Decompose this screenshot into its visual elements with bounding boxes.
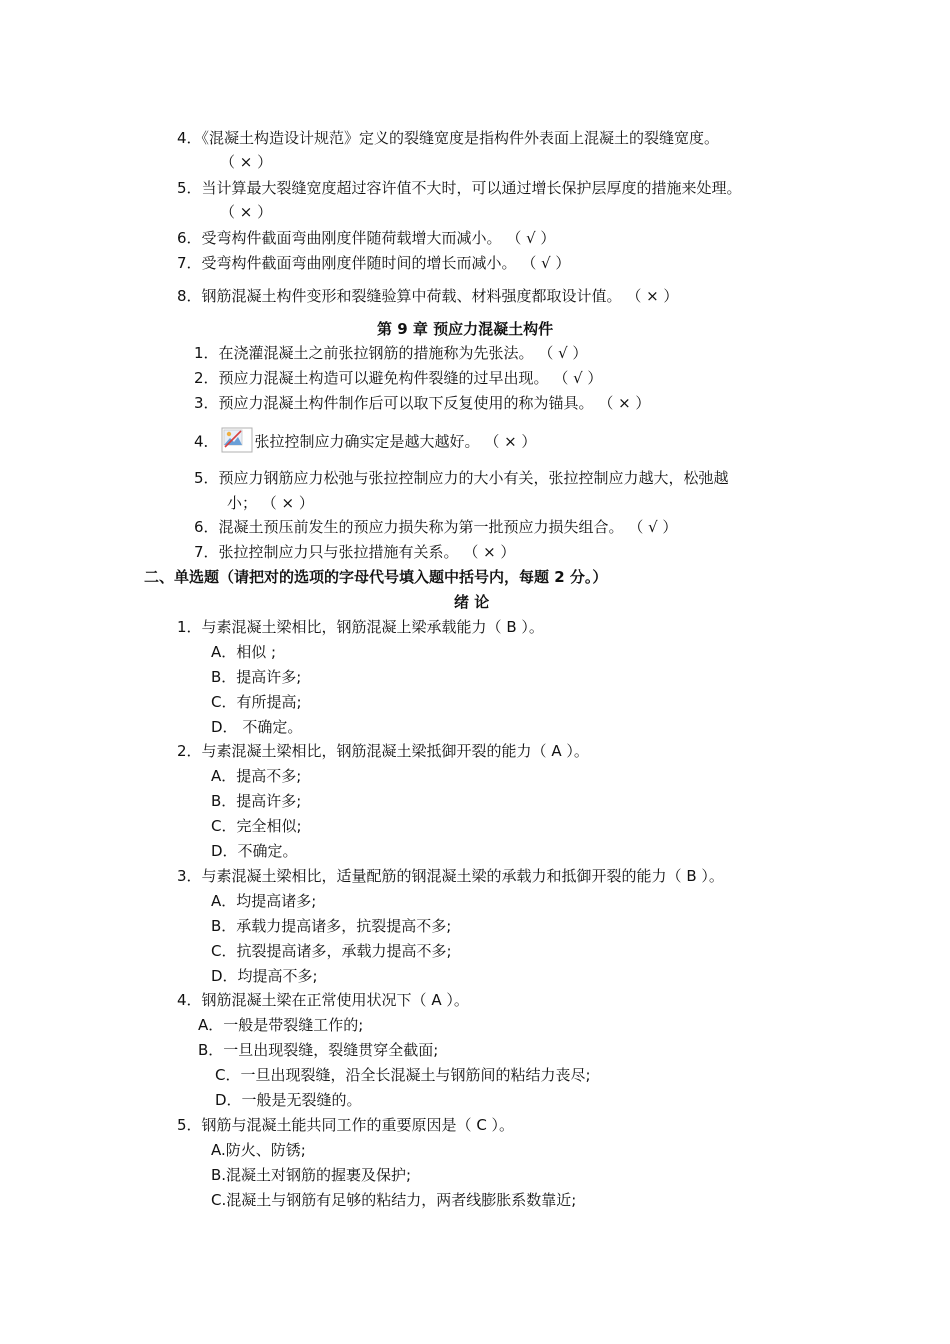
section2-heading: 二、单选题（请把对的选项的字母代号填入题中括号内，每题 2 分。） — [144, 568, 608, 586]
sc-q4-option-d: D．一般是无裂缝的。 — [215, 1091, 362, 1109]
sc-q1-option-c: C．有所提高; — [211, 693, 302, 711]
ch9-q4-text: 张拉控制应力确实定是越大越好。 （ × ） — [254, 432, 537, 451]
sc-q3: 3．与素混凝土梁相比，适量配筋的钢混凝土梁的承载力和抵御开裂的能力（ B ）。 — [177, 867, 724, 885]
sc-q1-option-b: B．提高许多; — [211, 668, 302, 686]
ch9-q4 — [194, 429, 536, 455]
sc-q4-option-b: B．一旦出现裂缝，裂缝贯穿全截面; — [198, 1041, 439, 1059]
sc-q4-option-c: C．一旦出现裂缝，沿全长混凝土与钢筋间的粘结力丧尽; — [215, 1066, 591, 1084]
sc-q3-option-c: C．抗裂提高诸多，承载力提高不多; — [211, 942, 452, 960]
chapter9-title: 第 9 章 预应力混凝土构件 — [377, 320, 554, 338]
sc-q5-option-c: C.混凝土与钢筋有足够的粘结力，两者线膨胀系数靠近; — [211, 1191, 577, 1209]
sc-q5: 5．钢筋与混凝土能共同工作的重要原因是（ C ）。 — [177, 1116, 515, 1134]
section2-subheading: 绪 论 — [454, 593, 490, 611]
sc-q1-option-d: D． 不确定。 — [211, 718, 303, 736]
sc-q3-option-d: D．均提高不多; — [211, 967, 318, 985]
ch9-q7: 7．张拉控制应力只与张拉措施有关系。 （ × ） — [194, 543, 516, 561]
ch8-q4-text: 4．《混凝土构造设计规范》定义的裂缝宽度是指构件外表面上混凝土的裂缝宽度。 — [177, 129, 720, 147]
ch9-q2: 2．预应力混凝土构造可以避免构件裂缝的过早出现。 （ √ ） — [194, 369, 603, 387]
ch9-q5-line2: 小； （ × ） — [227, 494, 314, 512]
sc-q4-option-a: A．一般是带裂缝工作的; — [198, 1016, 364, 1034]
sc-q5-option-b: B.混凝土对钢筋的握裹及保护; — [211, 1166, 412, 1184]
sc-q1-option-a: A．相似 ; — [211, 643, 277, 661]
sc-q3-option-b: B．承载力提高诸多，抗裂提高不多; — [211, 917, 452, 935]
ch9-q6: 6．混凝土预压前发生的预应力损失称为第一批预应力损失组合。 （ √ ） — [194, 518, 678, 536]
sc-q2-option-d: D．不确定。 — [211, 842, 298, 860]
ch9-q3: 3．预应力混凝土构件制作后可以取下反复使用的称为锚具。 （ × ） — [194, 394, 651, 412]
ch9-q1: 1．在浇灌混凝土之前张拉钢筋的措施称为先张法。 （ √ ） — [194, 344, 588, 362]
ch8-q6: 6．受弯构件截面弯曲刚度伴随荷载增大而减小。 （ √ ） — [177, 229, 556, 247]
sc-q2-option-c: C．完全相似; — [211, 817, 302, 835]
ch8-q7: 7．受弯构件截面弯曲刚度伴随时间的增长而减小。 （ √ ） — [177, 254, 571, 272]
sc-q2-option-b: B．提高许多; — [211, 792, 302, 810]
sc-q5-option-a: A.防火、防锈; — [211, 1141, 306, 1159]
sc-q1: 1．与素混凝土梁相比，钢筋混凝上梁承载能力（ B ）。 — [177, 618, 544, 636]
sc-q2: 2．与素混凝土梁相比，钢筋混凝土梁抵御开裂的能力（ A ）。 — [177, 742, 589, 760]
sc-q3-option-a: A．均提高诸多; — [211, 892, 317, 910]
ch8-q8: 8．钢筋混凝土构件变形和裂缝验算中荷载、材料强度都取设计值。 （ × ） — [177, 287, 679, 305]
ch8-q5-text: 5．当计算最大裂缝宽度超过容许值不大时，可以通过增长保护层厚度的措施来处理。 — [177, 179, 742, 197]
ch9-q5-line1: 5．预应力钢筋应力松弛与张拉控制应力的大小有关，张拉控制应力越大，松弛越 — [194, 469, 729, 487]
sc-q4: 4．钢筋混凝土梁在正常使用状况下（ A ）。 — [177, 991, 469, 1009]
ch8-q4-answer: （ × ） — [220, 153, 273, 171]
ch9-q4-number: 4． — [194, 432, 219, 451]
ch8-q5-answer: （ × ） — [220, 203, 273, 221]
broken-image-icon — [221, 427, 253, 453]
sc-q2-option-a: A．提高不多; — [211, 767, 302, 785]
